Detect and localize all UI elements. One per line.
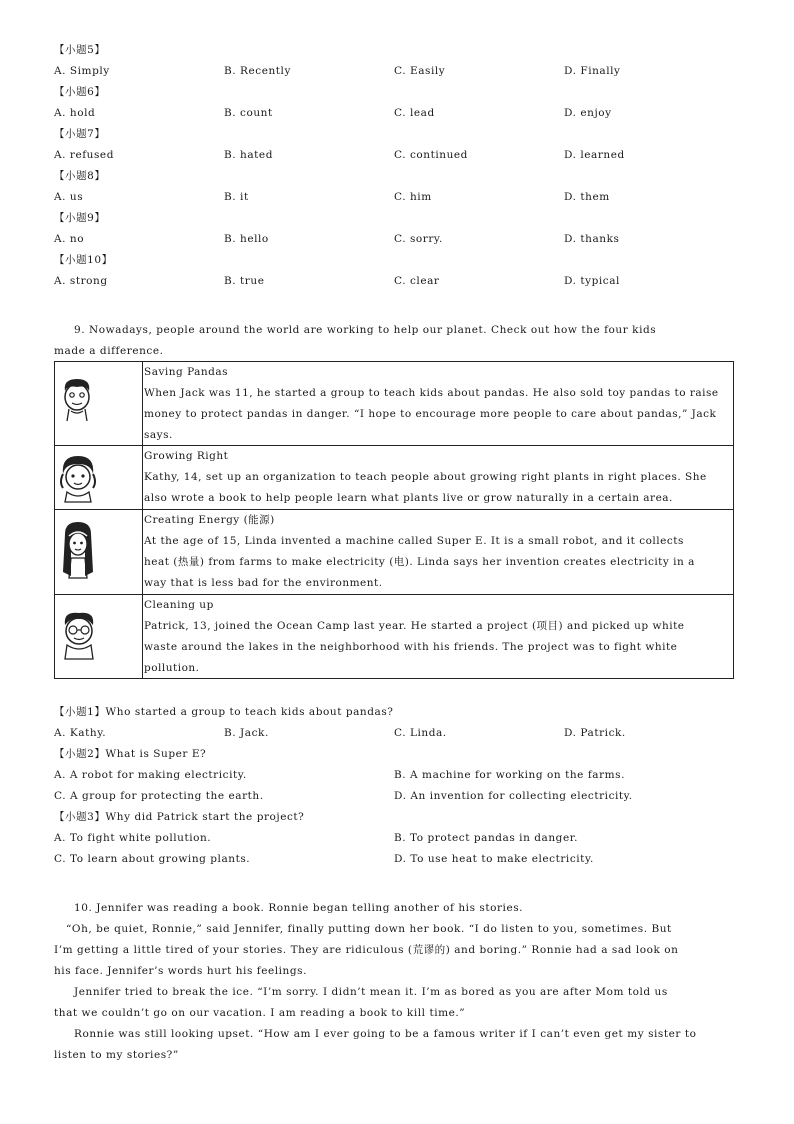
option-a: A. Kathy.	[54, 727, 107, 739]
picture-cell	[55, 510, 143, 594]
option-c: C. Easily	[394, 65, 446, 77]
option-d: D. thanks	[564, 233, 620, 245]
option-d: D. To use heat to make electricity.	[394, 853, 594, 865]
q9-intro-line-1: 9. Nowadays, people around the world are working to help our planet. Check out how the four kids	[74, 324, 657, 336]
option-b: B. Jack.	[224, 727, 269, 739]
question-label: 【小题10】	[54, 254, 113, 266]
passage-line: 10. Jennifer was reading a book. Ronnie began telling another of his stories.	[74, 902, 524, 914]
boy-avatar-icon	[57, 375, 97, 425]
option-a: A. us	[54, 191, 84, 203]
row-line: money to protect pandas in danger. “I hope to encourage more people to care about pandas,” Jack	[144, 408, 717, 420]
q9-intro-line-2: made a difference.	[54, 345, 164, 357]
row-title: Cleaning up	[144, 599, 214, 611]
passage-line: Ronnie was still looking upset. “How am I ever going to be a famous writer if I can’t even get my sister to	[74, 1028, 697, 1040]
option-b: B. To protect pandas in danger.	[394, 832, 579, 844]
table-row	[55, 595, 733, 679]
table-row	[55, 510, 733, 595]
passage-line: that we couldn’t go on our vacation. I am reading a book to kill time.”	[54, 1007, 466, 1019]
option-b: B. A machine for working on the farms.	[394, 769, 625, 781]
option-b: B. it	[224, 191, 249, 203]
picture-cell	[55, 362, 143, 445]
passage-line: “Oh, be quiet, Ronnie,” said Jennifer, finally putting down her book. “I do listen to you, sometimes. But	[66, 923, 672, 935]
sub-question-1: 【小题1】Who started a group to teach kids about pandas?	[54, 706, 394, 718]
option-c: C. A group for protecting the earth.	[54, 790, 264, 802]
option-c: C. clear	[394, 275, 440, 287]
passage-line: his face. Jennifer’s words hurt his feelings.	[54, 965, 307, 977]
option-a: A. A robot for making electricity.	[54, 769, 247, 781]
option-d: D. Finally	[564, 65, 621, 77]
row-line: way that is less bad for the environment.	[144, 577, 383, 589]
option-a: A. To fight white pollution.	[54, 832, 212, 844]
text-cell	[144, 595, 732, 679]
row-line: When Jack was 11, he started a group to teach kids about pandas. He also sold toy pandas to raise	[144, 387, 719, 399]
option-c: C. lead	[394, 107, 435, 119]
option-b: B. hated	[224, 149, 273, 161]
option-c: C. To learn about growing plants.	[54, 853, 251, 865]
option-d: D. typical	[564, 275, 620, 287]
sub-question-2: 【小题2】What is Super E?	[54, 748, 207, 760]
picture-cell	[55, 595, 143, 679]
row-line: Patrick, 13, joined the Ocean Camp last year. He started a project (项目) and picked up white	[144, 620, 685, 632]
question-label: 【小题7】	[54, 128, 106, 140]
option-c: C. Linda.	[394, 727, 447, 739]
option-d: D. Patrick.	[564, 727, 626, 739]
text-cell	[144, 362, 732, 446]
table-row	[55, 446, 733, 510]
picture-cell	[55, 446, 143, 509]
option-c: C. him	[394, 191, 432, 203]
kids-table	[54, 361, 734, 679]
passage-line: listen to my stories?”	[54, 1049, 179, 1061]
table-row	[55, 362, 733, 446]
option-a: A. Simply	[54, 65, 110, 77]
option-d: D. learned	[564, 149, 625, 161]
option-a: A. hold	[54, 107, 96, 119]
option-a: A. refused	[54, 149, 114, 161]
row-line: also wrote a book to help people learn what plants live or grow naturally in a certain area.	[144, 492, 673, 504]
girl-avatar-icon	[57, 452, 99, 504]
option-c: C. sorry.	[394, 233, 443, 245]
sub-question-3: 【小题3】Why did Patrick start the project?	[54, 811, 305, 823]
option-b: B. Recently	[224, 65, 291, 77]
question-label: 【小题5】	[54, 44, 106, 56]
question-label: 【小题9】	[54, 212, 106, 224]
passage-line: Jennifer tried to break the ice. “I’m sorry. I didn’t mean it. I’m as bored as you are after Mom told us	[74, 986, 668, 998]
row-line: Kathy, 14, set up an organization to teach people about growing right plants in right places. She	[144, 471, 707, 483]
row-title: Growing Right	[144, 450, 229, 462]
row-line: says.	[144, 429, 173, 441]
option-b: B. hello	[224, 233, 269, 245]
option-d: D. them	[564, 191, 610, 203]
question-label: 【小题8】	[54, 170, 106, 182]
option-b: B. count	[224, 107, 273, 119]
option-a: A. strong	[54, 275, 108, 287]
option-a: A. no	[54, 233, 85, 245]
option-b: B. true	[224, 275, 265, 287]
boy-glasses-avatar-icon	[57, 609, 101, 661]
passage-line: I’m getting a little tired of your stories. They are ridiculous (荒谬的) and boring.” Ronnie had a sad look on	[54, 944, 679, 956]
option-c: C. continued	[394, 149, 468, 161]
text-cell	[144, 510, 732, 594]
row-line: heat (热量) from farms to make electricity (电). Linda says her invention creates electricity in a	[144, 556, 695, 568]
long-hair-girl-avatar-icon	[57, 520, 99, 580]
option-d: D. enjoy	[564, 107, 612, 119]
row-line: waste around the lakes in the neighborhood with his friends. The project was to fight white	[144, 641, 678, 653]
option-d: D. An invention for collecting electricity.	[394, 790, 633, 802]
row-line: pollution.	[144, 662, 200, 674]
row-title: Creating Energy (能源)	[144, 514, 275, 526]
row-title: Saving Pandas	[144, 366, 229, 378]
question-label: 【小题6】	[54, 86, 106, 98]
row-line: At the age of 15, Linda invented a machine called Super E. It is a small robot, and it collects	[144, 535, 684, 547]
text-cell	[144, 446, 732, 509]
